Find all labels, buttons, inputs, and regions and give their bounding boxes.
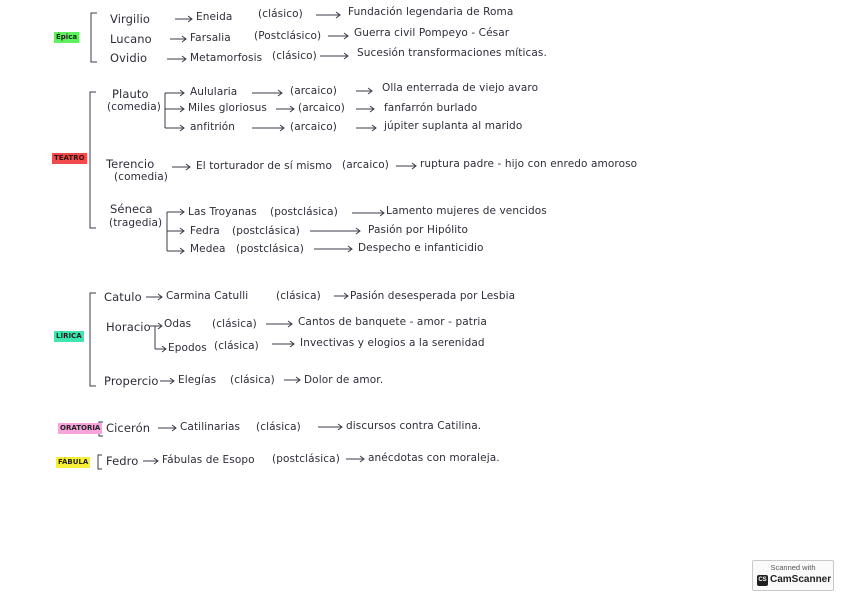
author-virgilio: Virgilio	[110, 12, 151, 26]
note-odas: Cantos de banquete - amor - patria	[298, 316, 487, 328]
work-miles-gloriosus: Miles gloriosus	[188, 102, 267, 114]
work-anfitrion: anfitrión	[190, 121, 236, 133]
period-epodos: (clásica)	[214, 340, 259, 352]
camscanner-logo-icon: CS	[757, 575, 768, 586]
author-plauto: Plauto	[112, 87, 149, 101]
note-farsalia: Guerra civil Pompeyo - César	[354, 27, 510, 39]
work-farsalia: Farsalia	[190, 32, 231, 44]
author-ciceron: Cicerón	[106, 421, 151, 435]
camscanner-watermark	[752, 560, 834, 591]
note-medea: Despecho e infanticidio	[358, 242, 484, 254]
work-medea: Medea	[190, 243, 226, 255]
genre-terencio: (comedia)	[114, 171, 168, 183]
period-carmina: (clásica)	[276, 290, 321, 302]
period-odas: (clásica)	[212, 318, 257, 330]
author-fedro: Fedro	[106, 454, 139, 468]
note-eneida: Fundación legendaria de Roma	[348, 6, 514, 18]
fabula-tag: FÁBULA	[58, 458, 89, 466]
work-fedra: Fedra	[190, 225, 220, 237]
work-carmina: Carmina Catulli	[166, 290, 249, 302]
period-torturador: (arcaico)	[342, 159, 389, 171]
author-seneca: Séneca	[110, 202, 153, 216]
epica-tag: Épica	[56, 33, 78, 41]
note-torturador: ruptura padre - hijo con enredo amoroso	[420, 158, 638, 170]
period-metamorfosis: (clásico)	[272, 50, 317, 62]
period-medea: (postclásica)	[236, 243, 304, 255]
period-aulularia: (arcaico)	[290, 85, 337, 97]
work-eneida: Eneida	[196, 11, 233, 23]
note-catilinarias: discursos contra Catilina.	[346, 420, 482, 432]
work-elegias: Elegías	[178, 374, 217, 386]
work-torturador: El torturador de sí mismo	[196, 160, 332, 172]
note-elegias: Dolor de amor.	[304, 374, 384, 386]
note-las-troyanas: Lamento mujeres de vencidos	[386, 205, 547, 217]
work-aulularia: Aulularia	[190, 86, 238, 98]
period-farsalia: (Postclásico)	[254, 30, 322, 42]
oratoria-tag: ORATORIA	[60, 424, 101, 432]
author-horacio: Horacio	[106, 320, 151, 334]
work-epodos: Epodos	[168, 342, 207, 354]
author-terencio: Terencio	[106, 157, 155, 171]
note-epodos: Invectivas y elogios a la serenidad	[300, 337, 485, 349]
note-fedra: Pasión por Hipólito	[368, 224, 469, 236]
period-elegias: (clásica)	[230, 374, 275, 386]
work-odas: Odas	[164, 318, 192, 330]
lirica-tag: LÍRICA	[56, 332, 82, 340]
work-las-troyanas: Las Troyanas	[188, 206, 257, 218]
author-lucano: Lucano	[110, 32, 152, 46]
period-miles-gloriosus: (arcaico)	[298, 102, 345, 114]
period-eneida: (clásico)	[258, 8, 303, 20]
note-miles-gloriosus: fanfarrón burlado	[384, 102, 478, 114]
author-catulo: Catulo	[104, 290, 142, 304]
work-catilinarias: Catilinarias	[180, 421, 241, 433]
work-fabulas-esopo: Fábulas de Esopo	[162, 454, 255, 466]
note-aulularia: Olla enterrada de viejo avaro	[382, 82, 539, 94]
note-anfitrion: júpiter suplanta al marido	[384, 120, 523, 132]
period-anfitrion: (arcaico)	[290, 121, 337, 133]
camscanner-brand-text: CamScanner	[770, 574, 832, 585]
period-las-troyanas: (postclásica)	[270, 206, 338, 218]
scanned-with-text: Scanned with	[770, 563, 816, 572]
note-carmina: Pasión desesperada por Lesbia	[350, 290, 516, 302]
genre-plauto: (comedia)	[107, 101, 161, 113]
period-catilinarias: (clásica)	[256, 421, 301, 433]
author-propercio: Propercio	[104, 374, 159, 388]
period-fabulas-esopo: (postclásica)	[272, 453, 340, 465]
teatro-tag: TEATRO	[54, 154, 85, 162]
note-fabulas-esopo: anécdotas con moraleja.	[368, 452, 500, 464]
author-ovidio: Ovidio	[110, 51, 148, 65]
genre-seneca: (tragedia)	[109, 217, 163, 229]
note-metamorfosis: Sucesión transformaciones míticas.	[357, 47, 547, 59]
period-fedra: (postclásica)	[232, 225, 300, 237]
work-metamorfosis: Metamorfosis	[190, 52, 263, 64]
